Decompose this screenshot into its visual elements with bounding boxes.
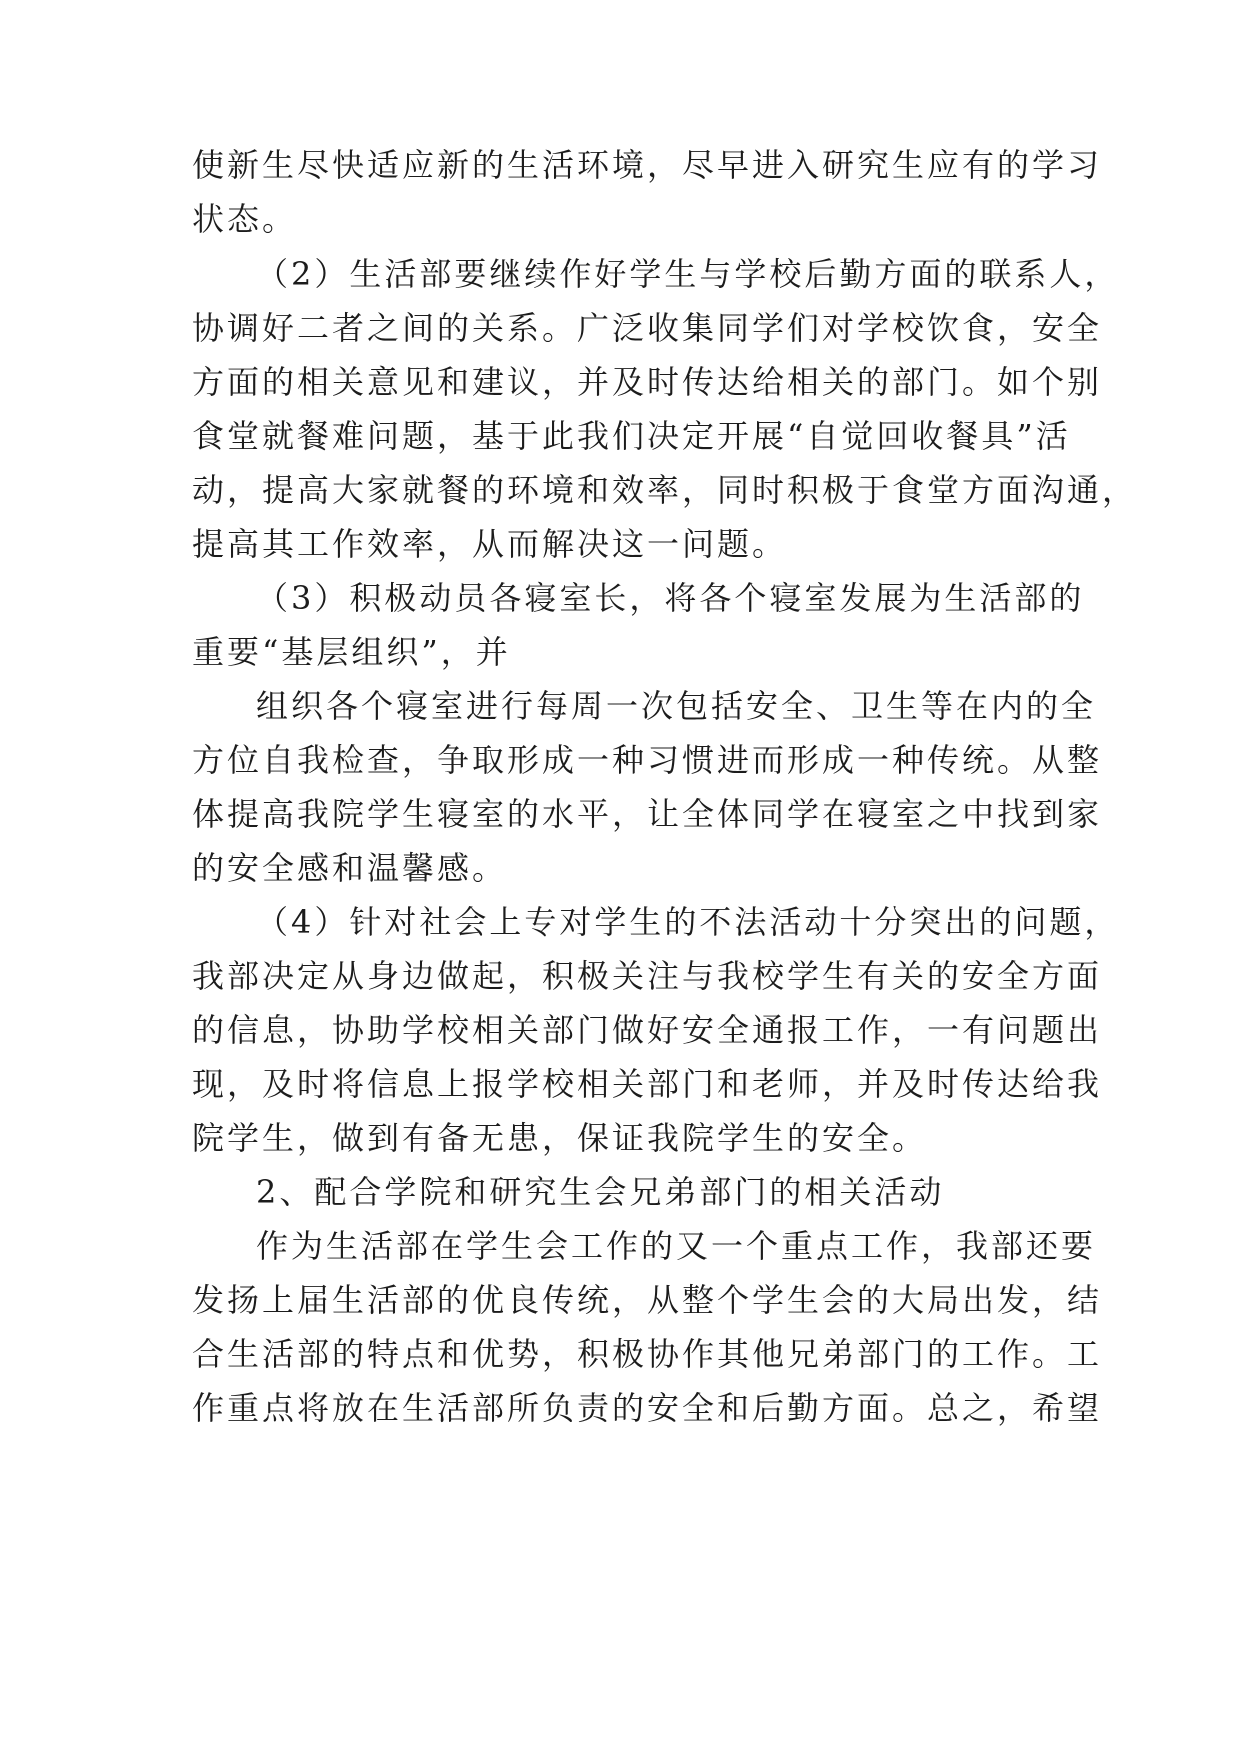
text-line-10: 重要“基层组织”，并 xyxy=(192,633,511,671)
text-line-15: （4）针对社会上专对学生的不法活动十分突出的问题， xyxy=(256,903,1120,941)
text-line-7: 动，提高大家就餐的环境和效率，同时积极于食堂方面沟通， xyxy=(192,471,1138,509)
text-line-24: 作重点将放在生活部所负责的安全和后勤方面。总之，希望 xyxy=(192,1389,1103,1427)
text-line-19: 院学生，做到有备无患，保证我院学生的安全。 xyxy=(192,1119,928,1157)
text-line-17: 的信息，协助学校相关部门做好安全通报工作，一有问题出 xyxy=(192,1011,1103,1049)
text-line-18: 现，及时将信息上报学校相关部门和老师，并及时传达给我 xyxy=(192,1065,1103,1103)
text-line-3: （2）生活部要继续作好学生与学校后勤方面的联系人， xyxy=(256,255,1120,293)
text-line-16: 我部决定从身边做起，积极关注与我校学生有关的安全方面 xyxy=(192,957,1103,995)
text-line-2: 状态。 xyxy=(192,200,298,238)
text-line-21: 作为生活部在学生会工作的又一个重点工作，我部还要 xyxy=(256,1227,1097,1265)
text-line-5: 方面的相关意见和建议，并及时传达给相关的部门。如个别 xyxy=(192,363,1103,401)
section-heading: 2、配合学院和研究生会兄弟部门的相关活动 xyxy=(256,1173,945,1211)
text-line-6: 食堂就餐难问题，基于此我们决定开展“自觉回收餐具”活 xyxy=(192,417,1071,455)
text-line-9: （3）积极动员各寝室长，将各个寝室发展为生活部的 xyxy=(256,579,1085,617)
text-line-1: 使新生尽快适应新的生活环境，尽早进入研究生应有的学习 xyxy=(192,146,1103,184)
text-line-12: 方位自我检查，争取形成一种习惯进而形成一种传统。从整 xyxy=(192,741,1103,779)
text-line-4: 协调好二者之间的关系。广泛收集同学们对学校饮食，安全 xyxy=(192,309,1103,347)
text-line-8: 提高其工作效率，从而解决这一问题。 xyxy=(192,525,788,563)
text-line-23: 合生活部的特点和优势，积极协作其他兄弟部门的工作。工 xyxy=(192,1335,1103,1373)
text-line-14: 的安全感和温馨感。 xyxy=(192,849,508,887)
text-line-13: 体提高我院学生寝室的水平，让全体同学在寝室之中找到家 xyxy=(192,795,1103,833)
text-line-22: 发扬上届生活部的优良传统，从整个学生会的大局出发，结 xyxy=(192,1281,1103,1319)
text-line-11: 组织各个寝室进行每周一次包括安全、卫生等在内的全 xyxy=(256,687,1097,725)
